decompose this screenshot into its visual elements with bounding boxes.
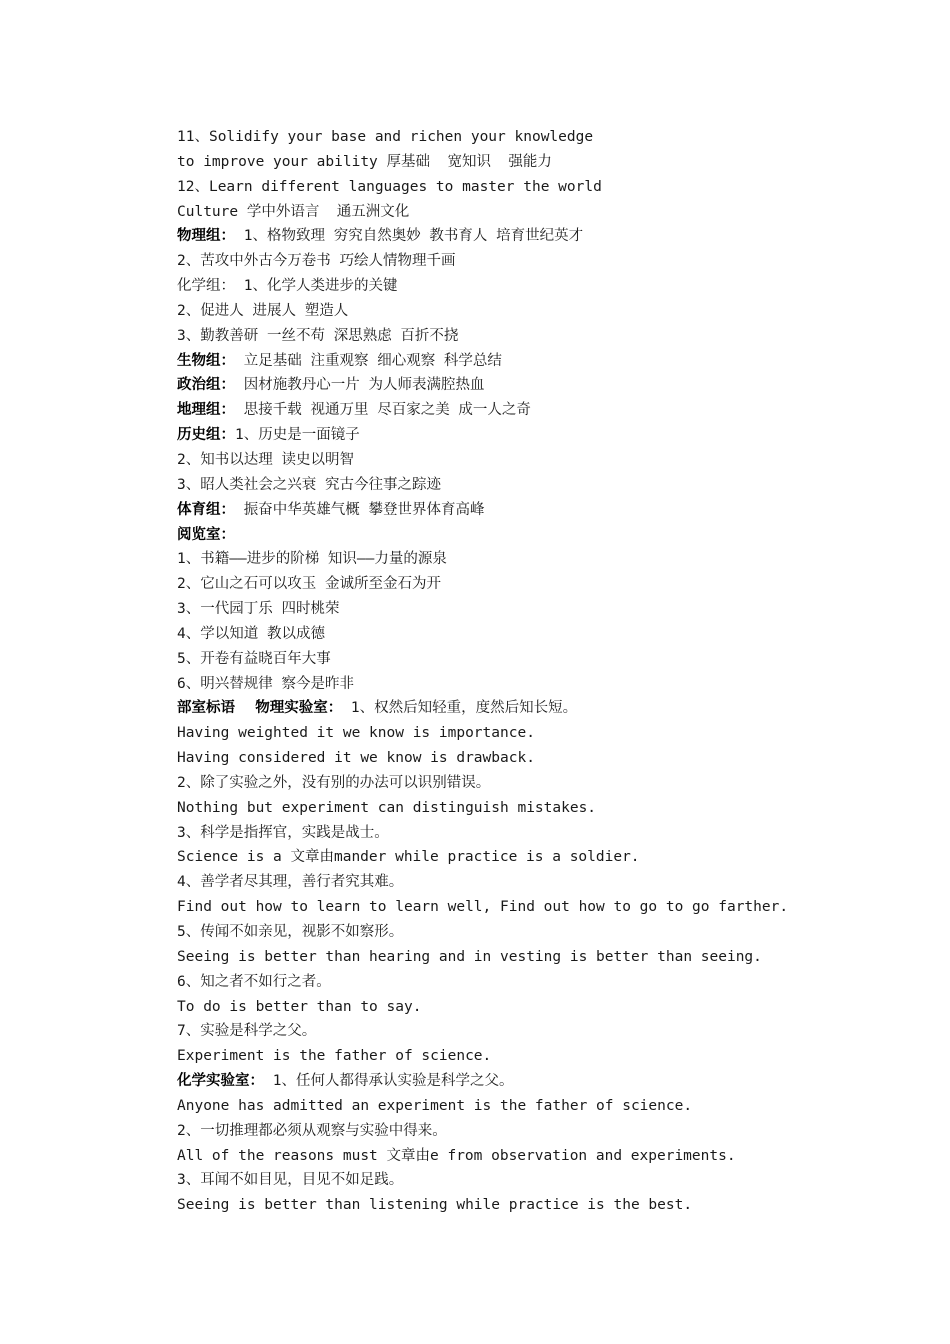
text-line [177, 498, 897, 523]
line-text: 4、善学者尽其理，善行者究其难。 [177, 874, 404, 891]
text-line [177, 299, 897, 324]
text-line [177, 547, 897, 572]
text-line [177, 597, 897, 622]
text-line [177, 249, 897, 274]
text-line [177, 622, 897, 647]
section-heading: 阅览室： [177, 526, 235, 543]
line-text: 1、任何人都得承认实验是科学之父。 [264, 1073, 514, 1090]
line-text: 12、Learn different languages to master the world [177, 178, 602, 195]
line-text: Seeing is better than hearing and in vesting is better than seeing. [177, 948, 762, 965]
line-text: 1、书籍——进步的阶梯 知识——力量的源泉 [177, 551, 447, 568]
line-text: 4、学以知道 教以成德 [177, 625, 325, 642]
line-text: 2、知书以达理 读史以明智 [177, 451, 354, 468]
text-line [177, 870, 897, 895]
text-line [177, 672, 897, 697]
text-line [177, 324, 897, 349]
text-line [177, 995, 897, 1020]
line-text: Having weighted it we know is importance. [177, 725, 535, 742]
text-line [177, 771, 897, 796]
text-line [177, 224, 897, 249]
line-text: Science is a 文章由mander while practice is a soldier. [177, 849, 640, 866]
line-text: 3、耳闻不如目见，目见不如足践。 [177, 1172, 404, 1189]
text-line [177, 647, 897, 672]
text-line [177, 696, 897, 721]
line-text: Seeing is better than listening while practice is the best. [177, 1197, 693, 1214]
text-line [177, 572, 897, 597]
line-text: 3、科学是指挥官，实践是战士。 [177, 824, 389, 841]
text-line [177, 125, 897, 150]
text-line [177, 1069, 897, 1094]
line-text: 5、开卷有益晓百年大事 [177, 650, 331, 667]
section-heading: 政治组： [177, 377, 235, 394]
line-text: 2、除了实验之外，没有别的办法可以识别错误。 [177, 774, 491, 791]
text-line [177, 920, 897, 945]
text-line [177, 1094, 897, 1119]
line-text: Culture 学中外语言 通五洲文化 [177, 203, 410, 220]
line-text: 振奋中华英雄气概 攀登世界体育高峰 [235, 501, 485, 518]
line-text: All of the reasons must 文章由e from observation and experiments. [177, 1147, 736, 1164]
text-line [177, 1044, 897, 1069]
document-body [177, 125, 897, 1218]
line-text: 立足基础 注重观察 细心观察 科学总结 [235, 352, 502, 369]
text-line [177, 895, 897, 920]
line-text: 化学组： 1、化学人类进步的关键 [177, 278, 398, 295]
line-text: Having considered it we know is drawback. [177, 750, 535, 767]
line-text: Experiment is the father of science. [177, 1048, 492, 1065]
line-text: 1、历史是一面镜子 [235, 427, 360, 444]
line-text: 5、传闻不如亲见，视影不如察形。 [177, 924, 404, 940]
line-text: 因材施教丹心一片 为人师表满腔热血 [235, 377, 485, 394]
text-line [177, 945, 897, 970]
text-line [177, 796, 897, 821]
text-line [177, 746, 897, 771]
text-line [177, 1144, 897, 1169]
line-text: Find out how to learn to learn well, Find out how to go to go farther. [177, 899, 789, 916]
line-text: 6、明兴替规律 察今是昨非 [177, 675, 354, 692]
line-text: 2、它山之石可以攻玉 金诚所至金石为开 [177, 576, 441, 593]
text-line [177, 1168, 897, 1193]
text-line [177, 1019, 897, 1044]
section-heading: 物理组： [177, 228, 235, 245]
line-text: To do is better than to say. [177, 998, 422, 1015]
text-line [177, 1193, 897, 1218]
line-text: 2、促进人 进展人 塑造人 [177, 302, 349, 319]
text-line [177, 970, 897, 995]
text-line [177, 274, 897, 299]
text-line [177, 373, 897, 398]
text-line [177, 523, 897, 548]
text-line [177, 473, 897, 498]
line-text: to improve your ability 厚基础 宽知识 强能力 [177, 153, 552, 170]
line-text: 3、一代园丁乐 四时桃荣 [177, 601, 340, 618]
line-text: 3、昭人类社会之兴衰 究古今往事之踪迹 [177, 476, 441, 493]
section-heading: 生物组： [177, 352, 235, 369]
text-line [177, 845, 897, 870]
section-heading: 历史组： [177, 427, 235, 444]
line-text: Nothing but experiment can distinguish mistakes. [177, 799, 597, 816]
line-text: 2、一切推理都必须从观察与实验中得来。 [177, 1122, 447, 1139]
line-text: 7、实验是科学之父。 [177, 1023, 317, 1040]
line-text: 思接千载 视通万里 尽百家之美 成一人之奇 [235, 402, 531, 419]
line-text: 1、格物致理 穷究自然奥妙 教书育人 培育世纪英才 [235, 228, 584, 245]
text-line [177, 721, 897, 746]
text-line [177, 398, 897, 423]
line-text: 2、苦攻中外古今万卷书 巧绘人情物理千画 [177, 253, 456, 270]
section-heading: 部室标语 物理实验室： [177, 700, 343, 717]
section-heading: 地理组： [177, 402, 235, 419]
text-line [177, 175, 897, 200]
line-text: 6、知之者不如行之者。 [177, 973, 331, 990]
line-text: 3、勤教善研 一丝不苟 深思熟虑 百折不挠 [177, 327, 459, 344]
text-line [177, 821, 897, 846]
text-line [177, 200, 897, 225]
line-text: 1、权然后知轻重，度然后知长短。 [342, 700, 578, 717]
section-heading: 化学实验室： [177, 1073, 264, 1090]
text-line [177, 349, 897, 374]
line-text: Anyone has admitted an experiment is the father of science. [177, 1097, 693, 1114]
section-heading: 体育组： [177, 501, 235, 518]
text-line [177, 150, 897, 175]
text-line [177, 1119, 897, 1144]
text-line [177, 448, 897, 473]
line-text: 11、Solidify your base and richen your knowledge [177, 129, 594, 145]
text-line [177, 423, 897, 448]
